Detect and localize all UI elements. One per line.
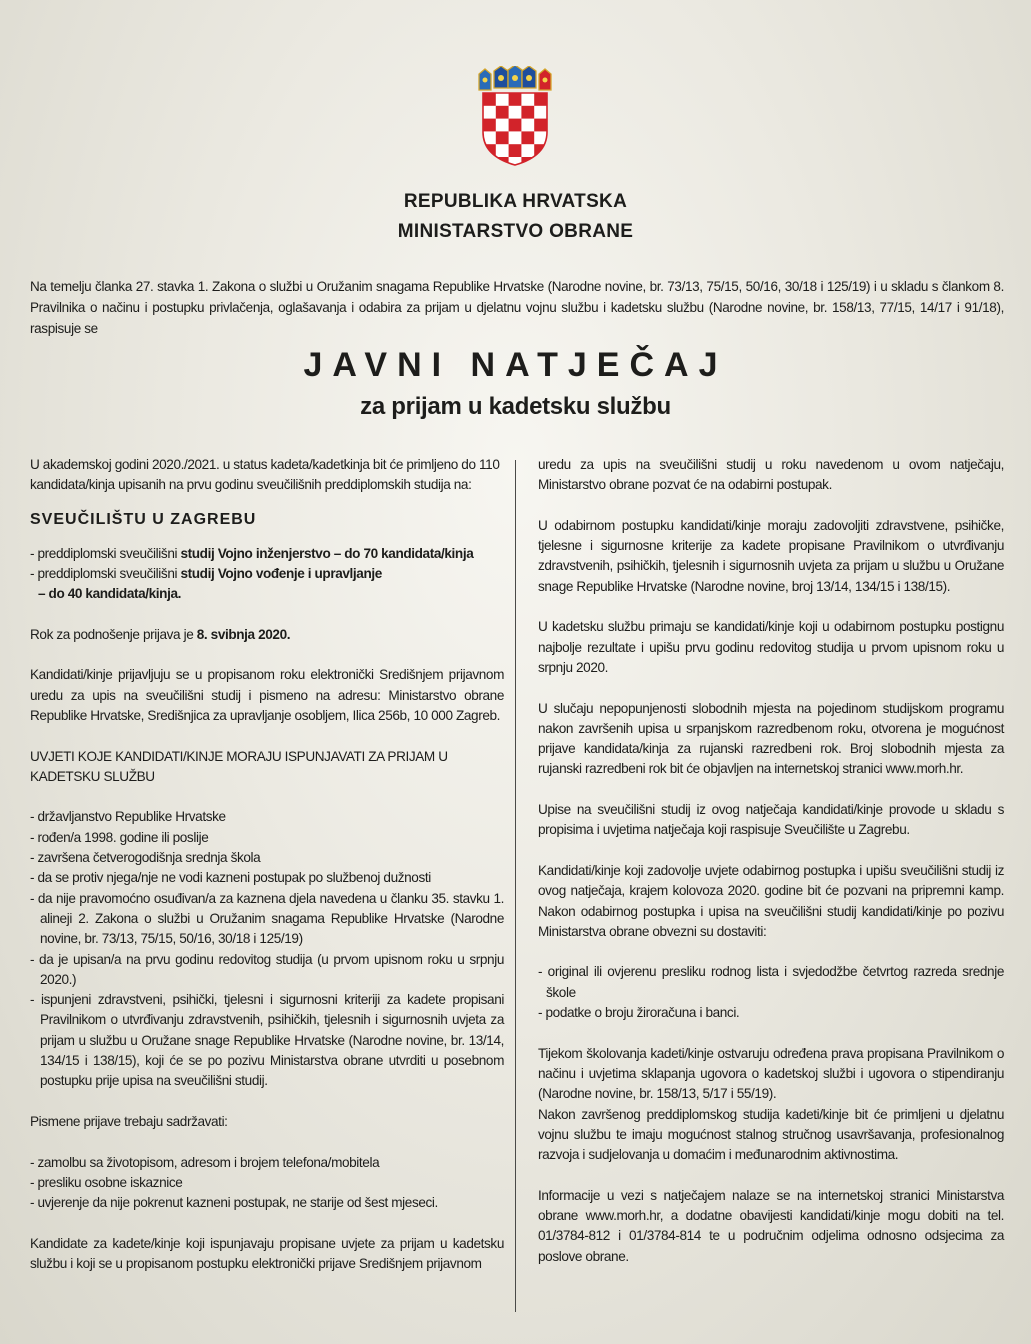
column-divider — [515, 460, 516, 1312]
deadline-line: Rok za podnošenje prijava je 8. svibnja 2020. — [30, 626, 291, 642]
study-program-2-name: studij Vojno vođenje i upravljanje — [180, 565, 382, 581]
header-ministry: MINISTARSTVO OBRANE — [397, 221, 634, 242]
selection-invite-paragraph: uredu za upis na sveučilišni studij u roku navedenom u ovom natječaju, Ministarstvo obrane pozvat će na odabirni postupak. — [538, 457, 1004, 493]
condition-item: - završena četverogodišnja srednja škola — [30, 850, 261, 866]
deliver-item: - original ili ovjerenu presliku rodnog lista i svjedodžbe četvrtog razreda srednje škole — [538, 964, 1004, 1000]
deadline-date: 8. svibnja 2020. — [196, 626, 291, 642]
condition-item: - rođen/a 1998. godine ili poslije — [30, 829, 209, 845]
camp-paragraph: Kandidati/kinje koji zadovolje uvjete odabirnog postupka i upišu sveučilišni studij iz ovog natječaja, krajem kolovoza 2020. godine bit će pozvani na pripremni kamp. Nakon odabirnog postupka i upisa na sveučilišni studij kandidati/kinje po pozivu Ministarstva obrane obvezni su dostaviti: — [538, 862, 1004, 939]
croatian-coat-of-arms-icon — [474, 66, 556, 166]
university-heading: SVEUČILIŠTU U ZAGREBU — [30, 510, 257, 528]
document-item: - zamolbu sa životopisom, adresom i brojem telefona/mobitela — [30, 1154, 380, 1170]
condition-item: - da nije pravomoćno osuđivan/a za kaznena djela navedena u članku 35. stavku 1. alineji 2. Zakona o službi u Oružanim snagama Republike Hrvatske (Narodne novine, br. 73/13, 75/15, 50/16, 30/18 i 125/19) — [30, 890, 504, 947]
condition-item: - ispunjeni zdravstveni, psihički, tjelesni i sigurnosni kriteriji za kadete propisani Pravilnikom o utvrđivanju zdravstvenih, psihičkih, tjelesnih i sigurnosnih uvjeta za prijam u službu u Oružane snage Republike Hrvatske (Narodne novine, br. 13/14, 134/15 i 138/15), koji će se po pozivu Ministarstva obrane utvrditi u posebnom postupku prije upisa na sveučilišni studij. — [30, 992, 504, 1089]
condition-item: - da je upisan/a na prvu godinu redovitog studija (u prvom upisnom roku u srpnju 2020.) — [30, 951, 504, 987]
right-column — [538, 455, 1004, 1267]
intro-paragraph: Na temelju članka 27. stavka 1. Zakona o službi u Oružanim snagama Republike Hrvatske (Narodne novine, br. 73/13, 75/15, 50/16, 30/18 i 125/19) i u skladu s člankom 8. Pravilnika o načinu i postupku privlačenja, oglašavanja i odabira za prijam u djelatnu vojnu službu i kadetsku službu (Narodne novine, br. 158/13, 77/15, 14/17 i 91/18), raspisuje se — [30, 279, 1004, 336]
condition-item: - da se protiv njega/nje ne vodi kazneni postupak po službenoj dužnosti — [30, 870, 431, 886]
documents-heading: Pismene prijave trebaju sadržavati: — [30, 1113, 228, 1129]
document-item: - uvjerenje da nije pokrenut kazneni postupak, ne starije od šest mjeseci. — [30, 1195, 438, 1211]
page-title: JAVNI NATJEČAJ — [303, 346, 728, 384]
conditions-heading: UVJETI KOJE KANDIDATI/KINJE MORAJU ISPUNJAVATI ZA PRIJAM U KADETSKU SLUŽBU — [30, 748, 448, 784]
candidates-paragraph: Kandidate za kadete/kinje koji ispunjavaju propisane uvjete za prijam u kadetsku službu i koji se u propisanom postupku elektronički prijave Središnjem prijavnom — [30, 1235, 504, 1271]
deliver-item: - podatke o broju žiroračuna i banci. — [538, 1005, 740, 1021]
condition-item: - državljanstvo Republike Hrvatske — [30, 809, 226, 825]
document-item: - presliku osobne iskaznice — [30, 1174, 183, 1190]
page-subtitle: za prijam u kadetsku službu — [360, 393, 671, 420]
contact-paragraph: Informacije u vezi s natječajem nalaze se na internetskoj stranici Ministarstva obrane www.morh.hr, a dodatne obavijesti kandidati/kinje mogu dobiti na tel. 01/3784-812 i 01/3784-814 te u područnim odjelima odnosno odsjecima za poslove obrane. — [538, 1187, 1004, 1264]
application-paragraph: Kandidati/kinje prijavljuju se u propisanom roku elektronički Središnjem prijavnom uredu za upis na sveučilišni studij i pismeno na adresu: Ministarstvo obrane Republike Hrvatske, Središnjica za upravljanje osobljem, Ilica 256b, 10 000 Zagreb. — [30, 667, 504, 723]
vacancies-paragraph: U slučaju nepopunjenosti slobodnih mjesta na pojedinom studijskom programu nakon završenih upisa u srpanjskom razredbenom roku, otvorena je mogućnost prijave kandidata/kinja za rujanski razredbeni rok. Broj slobodnih mjesta za rujanski razredbeni rok bit će objavljen na internetskoj stranici www.morh.hr. — [538, 700, 1004, 777]
admission-paragraph: U akademskoj godini 2020./2021. u status kadeta/kadetkinja bit će primljeno do 110 kandidata/kinja upisanih na prvu godinu sveučilišnih preddiplomskih studija na: — [30, 457, 500, 493]
study-program-2: - preddiplomski sveučilišni studij Vojno vođenje i upravljanje — [30, 565, 382, 581]
selection-criteria-paragraph: U odabirnom postupku kandidati/kinje moraju zadovoljiti zdravstvene, psihičke, tjelesne i sigurnosne kriterije za kadete propisane Pravilnikom o utvrđivanju zdravstvenih, psihičkih, tjelesnih i sigurnosnih uvjeta za prijam u službu u Oružane snage Republike Hrvatske (Narodne novine, broj 13/14, 134/15 i 138/15). — [538, 517, 1004, 594]
header-country: REPUBLIKA HRVATSKA — [403, 191, 628, 212]
study-program-1-name: studij Vojno inženjerstvo – do 70 kandidata/kinja — [180, 545, 474, 561]
enrollment-paragraph: Upise na sveučilišni studij iz ovog natječaja kandidati/kinje provode u skladu s propisima i uvjetima natječaja koji raspisuje Sveučilište u Zagrebu. — [538, 802, 1004, 838]
left-column — [30, 455, 504, 1274]
admission-results-paragraph: U kadetsku službu primaju se kandidati/kinje koji u odabirnom postupku postignu najbolje rezultate i upišu prvu godinu redovitog studija u prvom upisnom roku u srpnju 2020. — [538, 619, 1004, 675]
rights-paragraph: Tijekom školovanja kadeti/kinje ostvaruju određena prava propisana Pravilnikom o načinu i uvjetima sklapanja ugovora o kadetskoj službi i ugovora o stipendiranju (Narodne novine, br. 158/13, 5/17 i 55/19). — [538, 1045, 1004, 1102]
study-program-2-quota: – do 40 kandidata/kinja. — [38, 586, 182, 602]
career-paragraph: Nakon završenog preddiplomskog studija kadeti/kinje bit će primljeni u djelatnu vojnu službu te imaju mogućnost stalnog stručnog usavršavanja, profesionalnog razvoja i sudjelovanja u domaćim i međunarodnim aktivnostima. — [538, 1106, 1004, 1163]
study-program-1: - preddiplomski sveučilišni studij Vojno inženjerstvo – do 70 kandidata/kinja — [30, 545, 474, 561]
